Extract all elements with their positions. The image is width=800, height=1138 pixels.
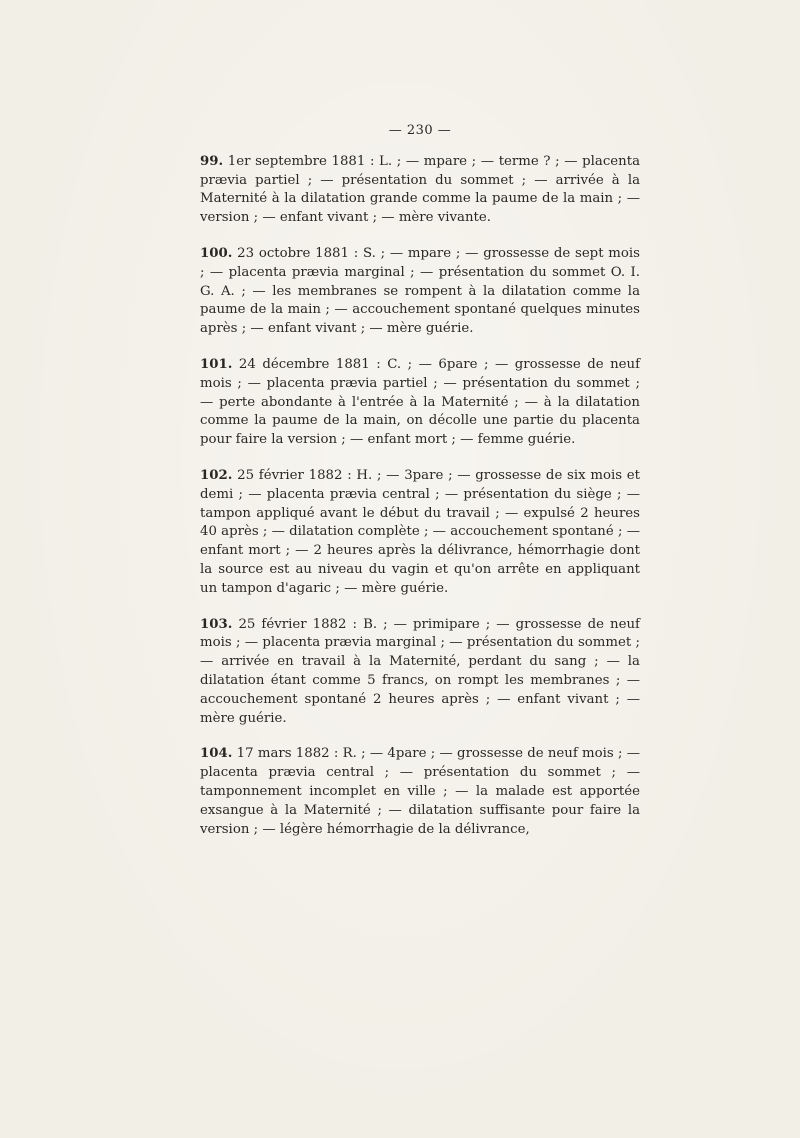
case-number: 102. [200, 467, 233, 483]
case-text: 25 février 1882 : B. ; — primipare ; — grossesse de neuf mois ; — placenta prævia marginal ; — présentation du sommet ; — arrivée en travail à la Maternité, perdant du sang ; — la dilatation étant comme 5 francs, on rompt les membranes ; — accouchement spontané 2 heures après ; — enfant vivant ; — mère guérie. [200, 616, 640, 726]
case-text: 23 octobre 1881 : S. ; — mpare ; — grossesse de sept mois ; — placenta prævia marginal ; — présentation du sommet O. I. G. A. ; — les membranes se rompent à la dilatation comme la paume de la main ; — accouchement spontané quelques minutes après ; — enfant vivant ; — mère guérie. [200, 245, 640, 337]
case-text: 24 décembre 1881 : C. ; — 6pare ; — grossesse de neuf mois ; — placenta prævia partiel ; — présentation du sommet ; — perte abondante à l'entrée à la Maternité ; — à la dilatation comme la paume de la main, on décolle une partie du placenta pour faire la version ; — enfant mort ; — femme guérie. [200, 356, 641, 448]
case-entry-101 [200, 356, 640, 450]
case-number: 104. [200, 746, 233, 762]
case-number: 99. [200, 153, 224, 169]
case-entry-104 [200, 745, 640, 839]
case-entry-103 [200, 616, 640, 729]
case-text: 1er septembre 1881 : L. ; — mpare ; — terme ? ; — placenta prævia partiel ; — présentation du sommet ; — arrivée à la Maternité à la dilatation grande comme la paume de la main ; — version ; — enfant vivant ; — mère vivante. [200, 153, 641, 226]
page-text-column [200, 122, 640, 856]
case-entry-100 [200, 245, 640, 339]
case-number: 101. [200, 356, 233, 372]
case-text: 17 mars 1882 : R. ; — 4pare ; — grossesse de neuf mois ; — placenta prævia central ; — présentation du sommet ; — tamponnement incomplet en ville ; — la malade est apportée exsangue à la Maternité ; — dilatation suffisante pour faire la version ; — légère hémorrhagie de la délivrance, [200, 746, 640, 837]
case-number: 103. [200, 616, 233, 632]
page-number: — 230 — [388, 123, 452, 138]
case-entry-99 [200, 153, 640, 228]
case-text: 25 février 1882 : H. ; — 3pare ; — grossesse de six mois et demi ; — placenta prævia central ; — présentation du siège ; — tampon appliqué avant le début du travail ; — expulsé 2 heures 40 après ; — dilatation complète ; — accouchement spontané ; — enfant mort ; — 2 heures après la délivrance, hémorrhagie dont la source est au niveau du vagin et qu'on arrête en appliquant un tampon d'agaric ; — mère guérie. [200, 467, 640, 596]
case-number: 100. [200, 245, 233, 261]
case-entry-102 [200, 467, 640, 599]
